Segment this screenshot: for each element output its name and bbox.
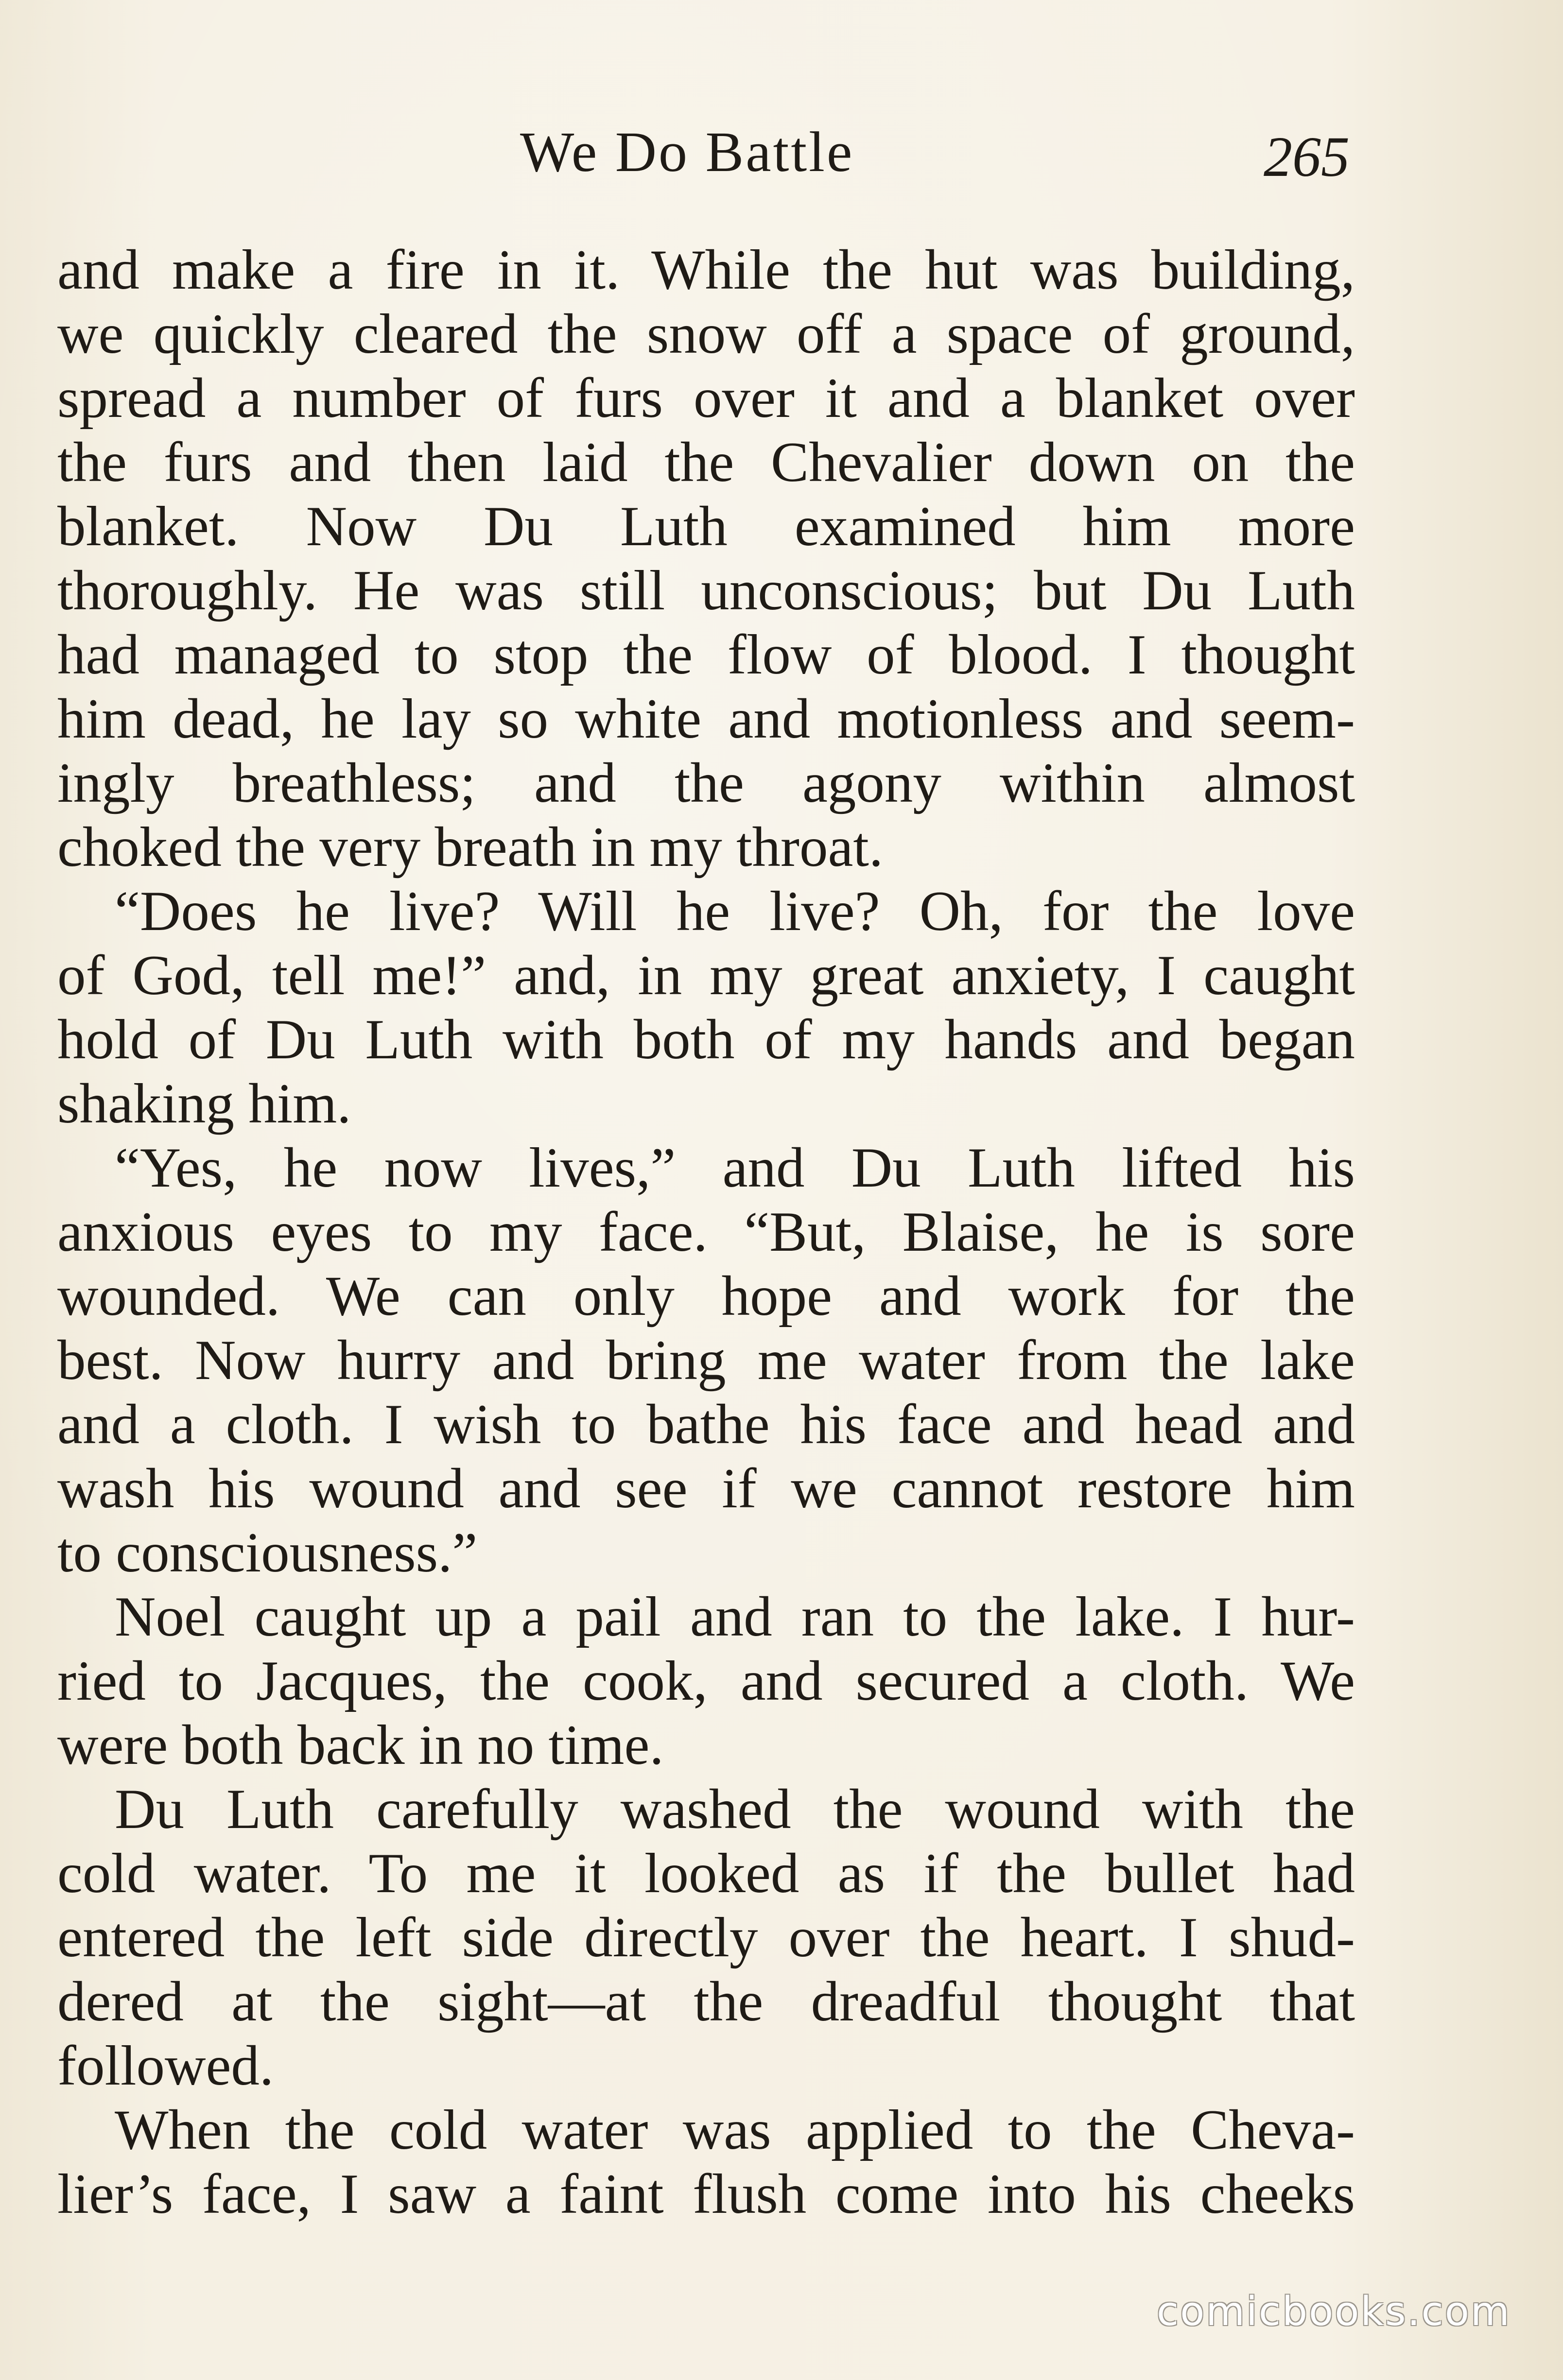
- text-line: hold of Du Luth with both of my hands and began: [57, 1008, 1355, 1071]
- text-line: and a cloth. I wish to bathe his face and head and: [57, 1393, 1355, 1456]
- text-line: Du Luth carefully washed the wound with the: [115, 1778, 1355, 1841]
- text-line: anxious eyes to my face. “But, Blaise, he is sore: [57, 1201, 1355, 1263]
- text-line: best. Now hurry and bring me water from the lake: [57, 1329, 1355, 1392]
- text-line: When the cold water was applied to the Cheva-: [115, 2099, 1355, 2161]
- text-line: wounded. We can only hope and work for the: [57, 1265, 1355, 1328]
- text-line: lier’s face, I saw a faint flush come into his cheeks: [57, 2163, 1355, 2225]
- text-line: cold water. To me it looked as if the bullet had: [57, 1842, 1355, 1905]
- running-head: [0, 119, 1563, 187]
- watermark: comicbooks.com: [1157, 2289, 1511, 2335]
- text-line: Noel caught up a pail and ran to the lake. I hur-: [115, 1586, 1355, 1648]
- text-line: the furs and then laid the Chevalier down on the: [57, 431, 1355, 494]
- text-line: we quickly cleared the snow off a space of ground,: [57, 303, 1355, 365]
- text-line: entered the left side directly over the heart. I shud-: [57, 1906, 1355, 1969]
- text-line: and make a fire in it. While the hut was building,: [57, 239, 1355, 301]
- text-line: had managed to stop the flow of blood. I thought: [57, 623, 1355, 686]
- text-line: him dead, he lay so white and motionless and seem-: [57, 688, 1355, 750]
- text-line: ried to Jacques, the cook, and secured a cloth. We: [57, 1650, 1355, 1712]
- text-line: to consciousness.”: [57, 1521, 478, 1584]
- text-line: of God, tell me!” and, in my great anxiety, I caught: [57, 944, 1355, 1007]
- page-number: 265: [1264, 125, 1350, 189]
- text-line: shaking him.: [57, 1072, 351, 1135]
- text-line: blanket. Now Du Luth examined him more: [57, 495, 1355, 558]
- text-line: followed.: [57, 2035, 274, 2097]
- text-line: thoroughly. He was still unconscious; but Du Luth: [57, 559, 1355, 622]
- text-line: were both back in no time.: [57, 1714, 664, 1776]
- text-line: “Yes, he now lives,” and Du Luth lifted his: [115, 1137, 1355, 1199]
- text-line: spread a number of furs over it and a blanket over: [57, 367, 1355, 430]
- running-title: We Do Battle: [520, 120, 854, 184]
- text-line: dered at the sight—at the dreadful thought that: [57, 1970, 1355, 2033]
- text-line: choked the very breath in my throat.: [57, 816, 884, 879]
- text-line: ingly breathless; and the agony within almost: [57, 752, 1355, 814]
- body-text: [57, 238, 1355, 2226]
- text-line: wash his wound and see if we cannot restore him: [57, 1457, 1355, 1520]
- text-line: “Does he live? Will he live? Oh, for the love: [115, 880, 1355, 943]
